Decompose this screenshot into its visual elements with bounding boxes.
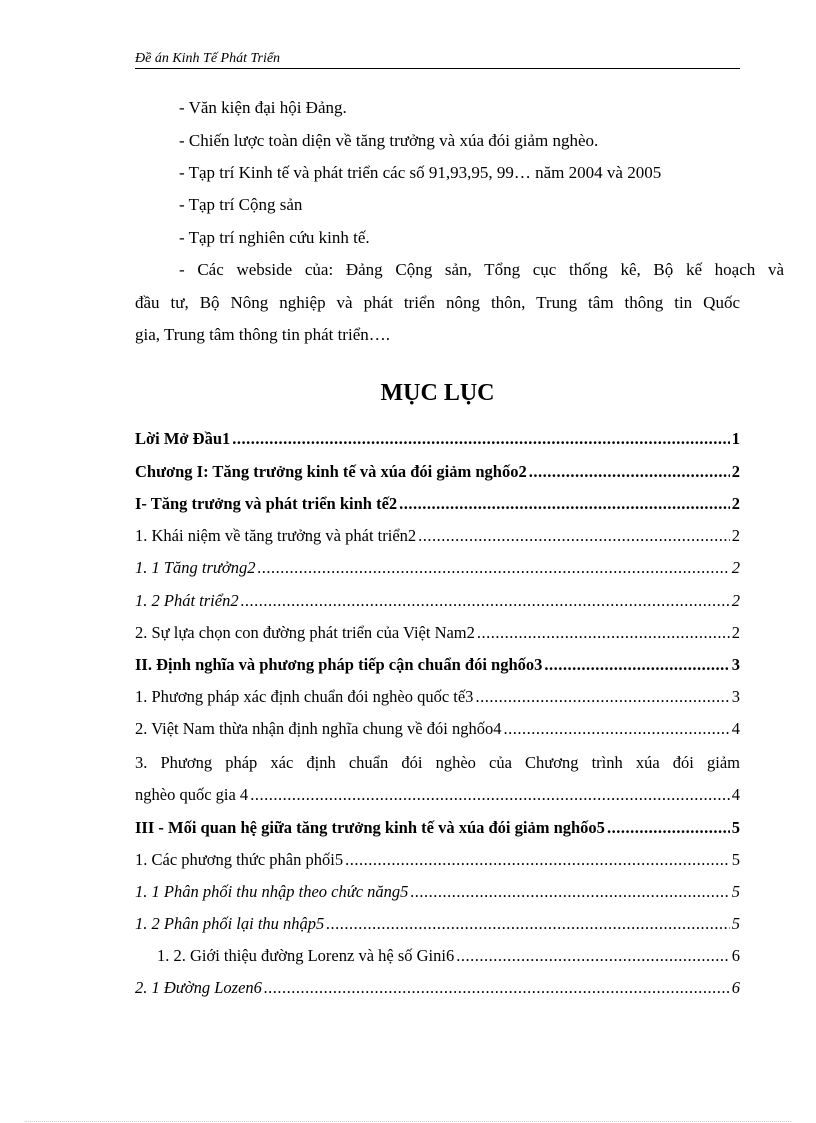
toc-leader-dots (250, 784, 730, 806)
toc-leader-dots (477, 622, 730, 644)
toc-leader-dots (418, 525, 730, 547)
header-title: Đề án Kinh Tế Phát Triển (135, 51, 281, 66)
reference-item: - Các webside của: Đảng Cộng sản, Tổng cục thống kê, Bộ kế hoạch và (179, 260, 784, 279)
toc-entry-text-line2: nghèo quốc gia 4 (135, 785, 249, 804)
toc-entry-page: 5 (731, 914, 740, 933)
toc-entry-multiline[interactable] (135, 752, 740, 806)
toc-entry-text: Chương I: Tăng trưởng kinh tế và xúa đói giảm nghốo2 (135, 462, 527, 481)
toc-entry[interactable] (135, 977, 740, 999)
toc-entry[interactable] (135, 913, 740, 935)
toc-entry-text: 2. Sự lựa chọn con đường phát triển của Việt Nam2 (135, 623, 475, 642)
reference-item-continued: gia, Trung tâm thông tin phát triển…. (135, 325, 390, 344)
toc-entry[interactable] (135, 461, 740, 483)
toc-entry-text: 1. Phương pháp xác định chuẩn đói nghèo quốc tế3 (135, 687, 474, 706)
toc-entry[interactable] (135, 525, 740, 547)
toc-entry-text: III - Mối quan hệ giữa tăng trưởng kinh tế và xúa đói giảm nghốo5 (135, 818, 605, 837)
toc-entry-page: 4 (731, 719, 740, 738)
toc-entry[interactable] (135, 849, 740, 871)
toc-entry-page: 2 (731, 591, 740, 610)
toc-leader-dots (326, 913, 729, 935)
reference-item: - Chiến lược toàn diện về tăng trưởng và xúa đói giảm nghèo. (179, 131, 599, 150)
toc-entry-text: Lời Mở Đầu1 (135, 429, 231, 448)
toc-entry-page: 2 (731, 558, 740, 577)
toc-entry-page: 2 (731, 623, 740, 642)
toc-leader-dots (232, 428, 729, 450)
reference-item: - Tạp trí Cộng sản (179, 195, 303, 214)
toc-entry-text: I- Tăng trưởng và phát triển kinh tế2 (135, 494, 398, 513)
reference-item: - Văn kiện đại hội Đảng. (179, 98, 347, 117)
toc-leader-dots (544, 654, 729, 676)
toc-entry-page: 6 (731, 946, 740, 965)
toc-entry[interactable] (135, 590, 740, 612)
toc-entry-page: 3 (731, 655, 740, 674)
toc-leader-dots (241, 590, 730, 612)
toc-leader-dots (399, 493, 730, 515)
toc-entry-text: 1. 2 Phát triển2 (135, 591, 239, 610)
toc-entry-text: 1. Các phương thức phân phối5 (135, 850, 344, 869)
toc-entry-page: 6 (731, 978, 740, 997)
toc-leader-dots (456, 945, 730, 967)
toc-leader-dots (345, 849, 730, 871)
toc-entry[interactable] (135, 557, 740, 579)
toc-leader-dots (264, 977, 730, 999)
reference-item-continued: đầu tư, Bộ Nông nghiệp và phát triển nông thôn, Trung tâm thông tin Quốc (135, 293, 740, 312)
toc-entry-text: 2. Việt Nam thừa nhận định nghĩa chung về đói nghốo4 (135, 719, 502, 738)
reference-item: - Tạp trí Kinh tế và phát triển các số 91,93,95, 99… năm 2004 và 2005 (179, 163, 662, 182)
toc-entry-page: 3 (731, 687, 740, 706)
toc-entry[interactable] (135, 428, 740, 450)
toc-entry[interactable] (135, 945, 740, 967)
toc-entry-page: 2 (731, 494, 740, 513)
toc-leader-dots (529, 461, 730, 483)
toc-entry-text: 1. 2. Giới thiệu đường Lorenz và hệ số Gini6 (157, 946, 455, 965)
toc-entry-text: 1. 1 Tăng trưởng2 (135, 558, 256, 577)
toc-entry-text: 2. 1 Đường Lozen6 (135, 978, 262, 997)
toc-entry-text-line1: 3. Phương pháp xác định chuẩn đói nghèo của Chương trình xúa đói giảm (135, 753, 740, 772)
toc-entry-page: 2 (731, 526, 740, 545)
toc-leader-dots (410, 881, 729, 903)
toc-entry-page: 5 (731, 850, 740, 869)
toc-entry[interactable] (135, 493, 740, 515)
reference-item: - Tạp trí nghiên cứu kinh tế. (179, 228, 370, 247)
toc-entry-page: 1 (731, 429, 740, 448)
toc-entry-text: 1. 1 Phân phối thu nhập theo chức năng5 (135, 882, 409, 901)
toc-entry-text: II. Định nghĩa và phương pháp tiếp cận chuẩn đói nghốo3 (135, 655, 543, 674)
toc-leader-dots (607, 817, 730, 839)
toc-leader-dots (475, 686, 729, 708)
toc-entry-page: 5 (731, 818, 740, 837)
toc-entry-page: 4 (731, 785, 740, 804)
page-bottom-divider (25, 1121, 791, 1122)
toc-leader-dots (503, 718, 729, 740)
toc-title: MỤC LỤC (380, 380, 495, 406)
page-header (135, 50, 740, 69)
toc-entry-page: 2 (731, 462, 740, 481)
toc-entry-text: 1. Khái niệm về tăng trưởng và phát triển2 (135, 526, 417, 545)
toc-entry-text: 1. 2 Phân phối lại thu nhập5 (135, 914, 325, 933)
toc-entry[interactable] (135, 881, 740, 903)
toc-entry[interactable] (135, 654, 740, 676)
toc-entry[interactable] (135, 686, 740, 708)
toc-entry-page: 5 (731, 882, 740, 901)
toc-entry[interactable] (135, 817, 740, 839)
toc-entry[interactable] (135, 622, 740, 644)
toc-leader-dots (258, 557, 730, 579)
toc-entry[interactable] (135, 718, 740, 740)
